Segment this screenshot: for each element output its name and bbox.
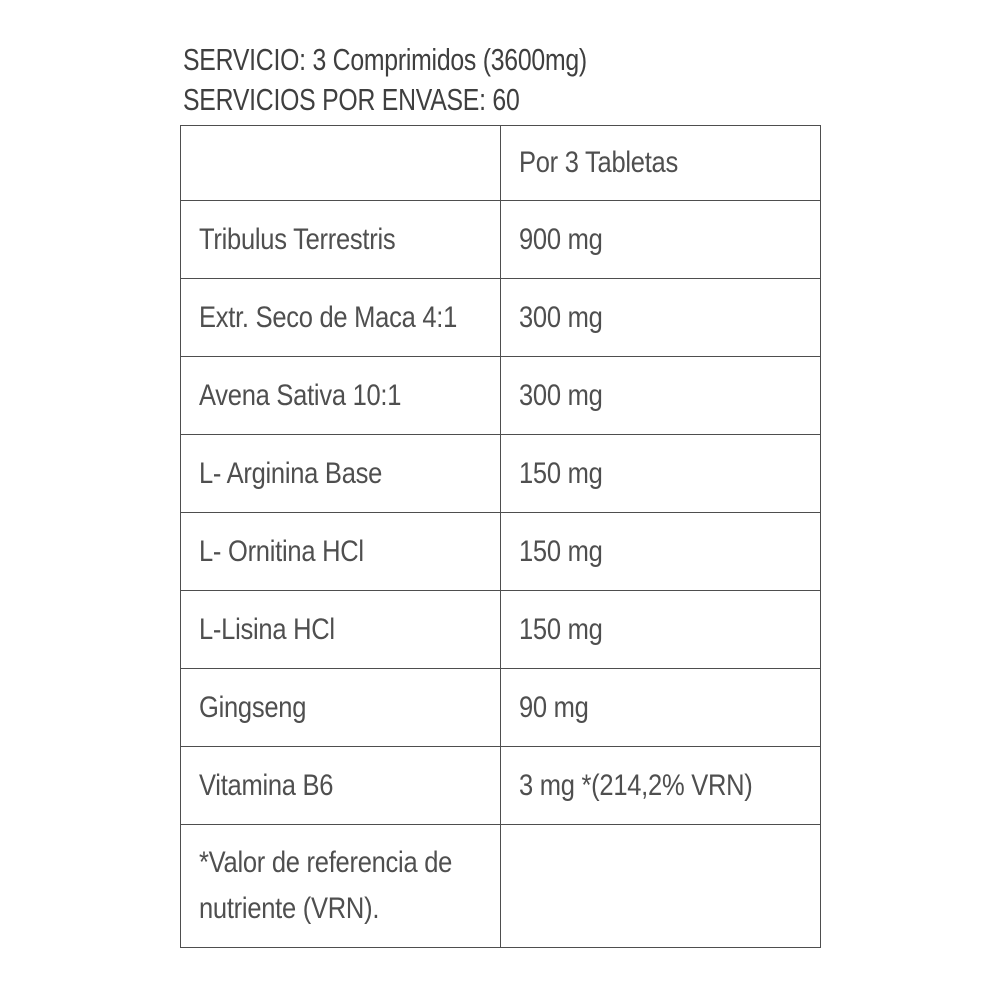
amount-value: 150 mg bbox=[519, 534, 603, 568]
ingredient-header-cell bbox=[181, 126, 501, 201]
table-row bbox=[181, 591, 821, 669]
ingredient-cell bbox=[181, 435, 501, 513]
footnote-cell bbox=[181, 825, 501, 948]
footnote-row bbox=[181, 825, 821, 948]
ingredient-label: L- Ornitina HCl bbox=[199, 534, 364, 568]
table-row bbox=[181, 747, 821, 825]
nutrition-facts-table bbox=[180, 125, 821, 948]
amount-cell bbox=[501, 357, 821, 435]
table-row bbox=[181, 669, 821, 747]
ingredient-cell bbox=[181, 513, 501, 591]
serving-info-block bbox=[183, 40, 688, 120]
amount-column-header: Por 3 Tabletas bbox=[519, 146, 678, 179]
amount-value: 150 mg bbox=[519, 612, 603, 646]
table-header-row bbox=[181, 126, 821, 201]
servings-per-container-text: SERVICIOS POR ENVASE: 60 bbox=[183, 82, 520, 117]
table-row bbox=[181, 201, 821, 279]
ingredient-cell bbox=[181, 591, 501, 669]
footnote-line-1: *Valor de referencia de bbox=[199, 846, 453, 879]
amount-value: 300 mg bbox=[519, 300, 603, 334]
amount-value: 150 mg bbox=[519, 456, 603, 490]
serving-size-line bbox=[183, 40, 688, 80]
table-row bbox=[181, 435, 821, 513]
ingredient-cell bbox=[181, 747, 501, 825]
amount-value: 3 mg *(214,2% VRN) bbox=[519, 768, 753, 802]
amount-value: 300 mg bbox=[519, 378, 603, 412]
footnote-empty-cell bbox=[501, 825, 821, 948]
ingredient-label: L-Lisina HCl bbox=[199, 612, 335, 646]
amount-cell bbox=[501, 747, 821, 825]
ingredient-label: Extr. Seco de Maca 4:1 bbox=[199, 300, 458, 334]
amount-cell bbox=[501, 279, 821, 357]
amount-value: 90 mg bbox=[519, 690, 589, 724]
amount-cell bbox=[501, 591, 821, 669]
ingredient-label: Avena Sativa 10:1 bbox=[199, 378, 402, 412]
amount-cell bbox=[501, 201, 821, 279]
ingredient-label: Tribulus Terrestris bbox=[199, 222, 396, 256]
amount-cell bbox=[501, 513, 821, 591]
table-row bbox=[181, 357, 821, 435]
ingredient-cell bbox=[181, 669, 501, 747]
table-row bbox=[181, 513, 821, 591]
ingredient-label: Vitamina B6 bbox=[199, 768, 334, 802]
amount-cell bbox=[501, 435, 821, 513]
amount-value: 900 mg bbox=[519, 222, 603, 256]
amount-header-cell bbox=[501, 126, 821, 201]
ingredient-label: L- Arginina Base bbox=[199, 456, 383, 490]
table-row bbox=[181, 279, 821, 357]
ingredient-cell bbox=[181, 357, 501, 435]
ingredient-cell bbox=[181, 201, 501, 279]
ingredient-cell bbox=[181, 279, 501, 357]
amount-cell bbox=[501, 669, 821, 747]
serving-size-text: SERVICIO: 3 Comprimidos (3600mg) bbox=[183, 42, 587, 77]
servings-per-container-line bbox=[183, 80, 688, 120]
footnote-line-2: nutriente (VRN). bbox=[199, 892, 380, 925]
ingredient-label: Gingseng bbox=[199, 690, 307, 724]
